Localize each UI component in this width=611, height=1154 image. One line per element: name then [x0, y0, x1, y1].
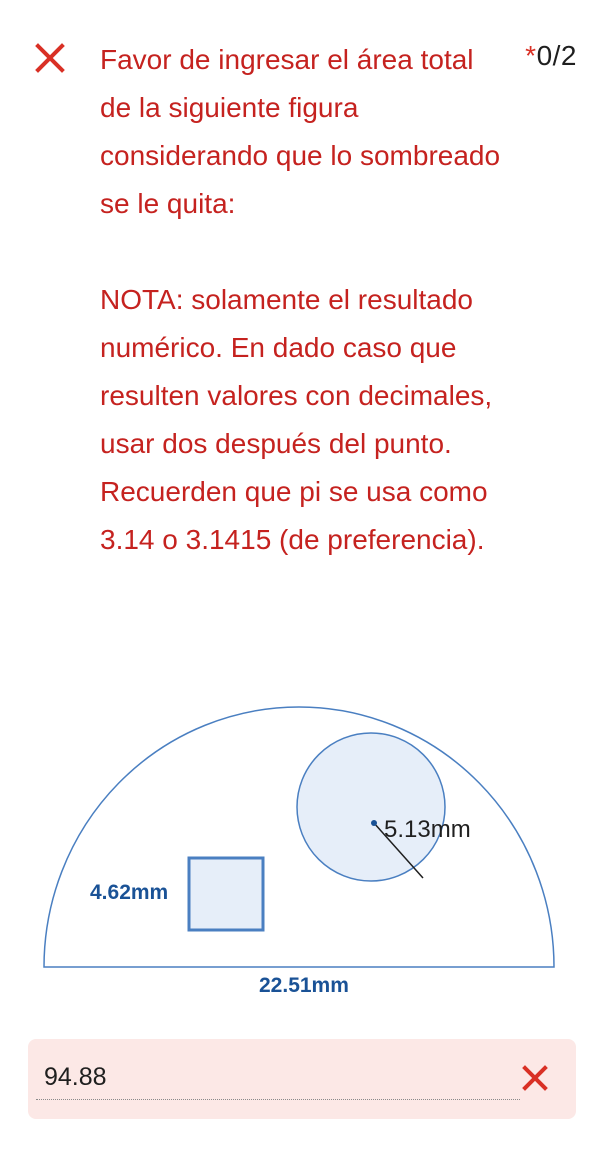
base-label: 22.51mm [259, 974, 349, 997]
points-value: 0/2 [536, 40, 577, 71]
close-icon [518, 1061, 552, 1095]
close-icon [30, 38, 70, 78]
answer-container [28, 1039, 576, 1119]
required-mark: * [525, 40, 537, 71]
shaded-circle [297, 733, 445, 881]
semicircle-shape [44, 707, 554, 967]
circle-center-dot [371, 820, 377, 826]
answer-underline [36, 1099, 520, 1100]
square-side-label: 4.62mm [90, 881, 169, 904]
answer-input[interactable]: 94.88 [44, 1063, 107, 1091]
question-text: Favor de ingresar el área total de la siguiente figura considerando que lo sombreado se le quita: NOTA: solamente el resultado numérico. En dado caso que resulten valores con decimales, usar dos después del punto. Recuerden que pi se usa como 3.14 o 3.1415 (de preferencia). [100, 44, 501, 555]
shaded-square [189, 858, 263, 930]
radius-label: 5.13mm [384, 816, 471, 843]
question-points [525, 40, 577, 72]
question-figure [38, 700, 560, 1010]
